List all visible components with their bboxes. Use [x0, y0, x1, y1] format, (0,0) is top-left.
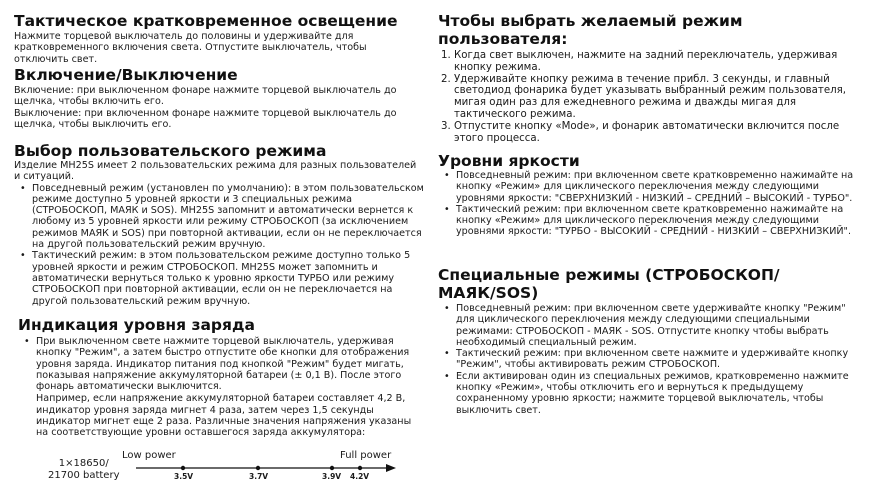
usermode-intro: Изделие MH25S имеет 2 пользовательских режима для разных пользователей и ситуаций. — [14, 160, 417, 183]
special-exit-item: • Если активирован один из специальных режимов, кратковременно нажмите кнопку «Режим», чтобы отключить его и вернуться к предыдущему сохраненному уровню яркости; нажмите торцевой выключатель, чтобы выключить свет. — [438, 371, 858, 416]
special-heading: Специальные режимы (СТРОБОСКОП/МАЯК/SOS) — [438, 266, 780, 302]
tactical-section — [14, 12, 424, 65]
step-number: 3. — [441, 120, 451, 132]
tick-label-2: 3.7V — [249, 472, 269, 481]
brightness-section — [438, 152, 858, 238]
special-section — [438, 266, 858, 416]
voltage-scale — [34, 450, 424, 490]
step-text: Отпустите кнопку «Mode», и фонарик автоматически включится после этого процесса. — [454, 120, 840, 144]
tick-dot-4 — [358, 466, 362, 470]
tick-label-1: 3.5V — [174, 472, 194, 481]
onoff-section — [14, 66, 424, 130]
step-number: 1. — [441, 50, 451, 61]
usermode-daily-item: • Повседневный режим (установлен по умолчанию): в этом пользовательском режиме доступно 5 уровней яркости и 3 специальных режима (СТРОБОСКОП, МАЯК и SOS). MH25S запомнит и автоматически вернется к любому из 5 уровней яркости или режиму СТРОБОСКОП (за исключением режимов МАЯК и SOS) при повторной активации, если он не переключается на другой пользовательский режим вручную. — [14, 183, 424, 251]
tick-dot-3 — [330, 466, 334, 470]
step-text: Когда свет выключен, нажмите на задний переключатель, удерживая кнопку режима. — [454, 50, 838, 73]
brightness-tactical-item: • Тактический режим: при включенном свете кратковременно нажимайте на кнопку «Режим» для циклического переключения между следующими уровнями яркости: "ТУРБО - ВЫСОКИЙ - СРЕДНИЙ - НИЗКИЙ – СВЕРХНИЗКИЙ". — [438, 204, 858, 238]
battery-label-line1: 1×18650/ — [58, 458, 109, 469]
select-step-1 — [438, 50, 858, 74]
step-text: Удерживайте кнопку режима в течение прибл. 3 секунды, и главный светодиод фонарика будет указывать выбранный режим пользователя, мигая один раз для ежедневного режима и дважды мигая для тактического режима. — [454, 73, 846, 120]
onoff-heading: Включение/Выключение — [14, 66, 238, 84]
charge-heading: Индикация уровня заряда — [18, 316, 255, 334]
select-step-2 — [438, 74, 858, 121]
brightness-daily-item: • Повседневный режим: при включенном свете кратковременно нажимайте на кнопку «Режим» для циклического переключения между следующими уровнями яркости: "СВЕРХНИЗКИЙ - НИЗКИЙ – СРЕДНИЙ – ВЫСОКИЙ - ТУРБО". — [438, 170, 858, 204]
charge-section — [18, 316, 418, 439]
charge-example: Например, если напряжение аккумуляторной батареи составляет 4,2 В, индикатор уровня заряда мигнет 4 раза, затем через 1,5 секунды индикатор мигнет еще 2 раза. Различные значения напряжения указаны на соответствующие уровни оставшегося заряда аккумулятора: — [36, 393, 412, 439]
scale-arrow-icon — [386, 464, 396, 472]
select-step-3 — [438, 121, 858, 145]
tick-dot-1 — [181, 466, 185, 470]
tick-dot-2 — [256, 466, 260, 470]
tick-label-3: 3.9V — [322, 472, 342, 481]
usermode-tactical-item: • Тактический режим: в этом пользовательском режиме доступно только 5 уровней яркости и режим СТРОБОСКОП. MH25S может запомнить и автоматически вернуться только к уровню яркости ТУРБО или режиму СТРОБОСКОП при повторной активации, если он не переключается на другой пользовательский режим вручную. — [14, 250, 424, 306]
select-section — [438, 12, 858, 144]
brightness-heading: Уровни яркости — [438, 152, 580, 170]
tick-label-4: 4.2V — [350, 472, 370, 481]
onoff-off-text: Выключение: при включенном фонаре нажмите торцевой выключатель до щелчка, чтобы выключить его. — [14, 107, 397, 130]
step-number: 2. — [441, 73, 451, 85]
charge-item: • При выключенном свете нажмите торцевой выключатель, удерживая кнопку "Режим", а затем быстро отпустите обе кнопки для отображения уровня заряда. Индикатор питания под кнопкой "Режим" будет мигать, показывая напряжение аккумуляторной батареи (± 0,1 В). После этого фонарь автоматически выключится. — [18, 336, 418, 392]
tactical-heading: Тактическое кратковременное освещение — [14, 12, 398, 30]
special-tactical-item: • Тактический режим: при включенном свете нажмите и удерживайте кнопку "Режим", чтобы активировать режим СТРОБОСКОП. — [438, 348, 858, 371]
full-power-label: Full power — [340, 450, 392, 461]
usermode-heading: Выбор пользовательского режима — [14, 142, 327, 160]
special-daily-item: • Повседневный режим: при включенном свете удерживайте кнопку "Режим" для циклического переключения между следующими специальными режимами: СТРОБОСКОП - МАЯК - SOS. Отпустите кнопку чтобы выбрать необходимый специальный режим. — [438, 303, 858, 348]
voltage-scale-graphic — [34, 450, 424, 490]
low-power-label: Low power — [122, 450, 176, 461]
battery-label-line2: 21700 battery — [48, 470, 120, 481]
usermode-section — [14, 142, 424, 307]
tactical-text: Нажмите торцевой выключатель до половины и удерживайте для кратковременного включения света. Отпустите выключатель, чтобы отключить свет. — [14, 31, 367, 65]
onoff-on-text: Включение: при выключенном фонаре нажмите торцевой выключатель до щелчка, чтобы включить его. — [14, 85, 397, 108]
select-heading: Чтобы выбрать желаемый режим пользователя: — [438, 12, 743, 48]
